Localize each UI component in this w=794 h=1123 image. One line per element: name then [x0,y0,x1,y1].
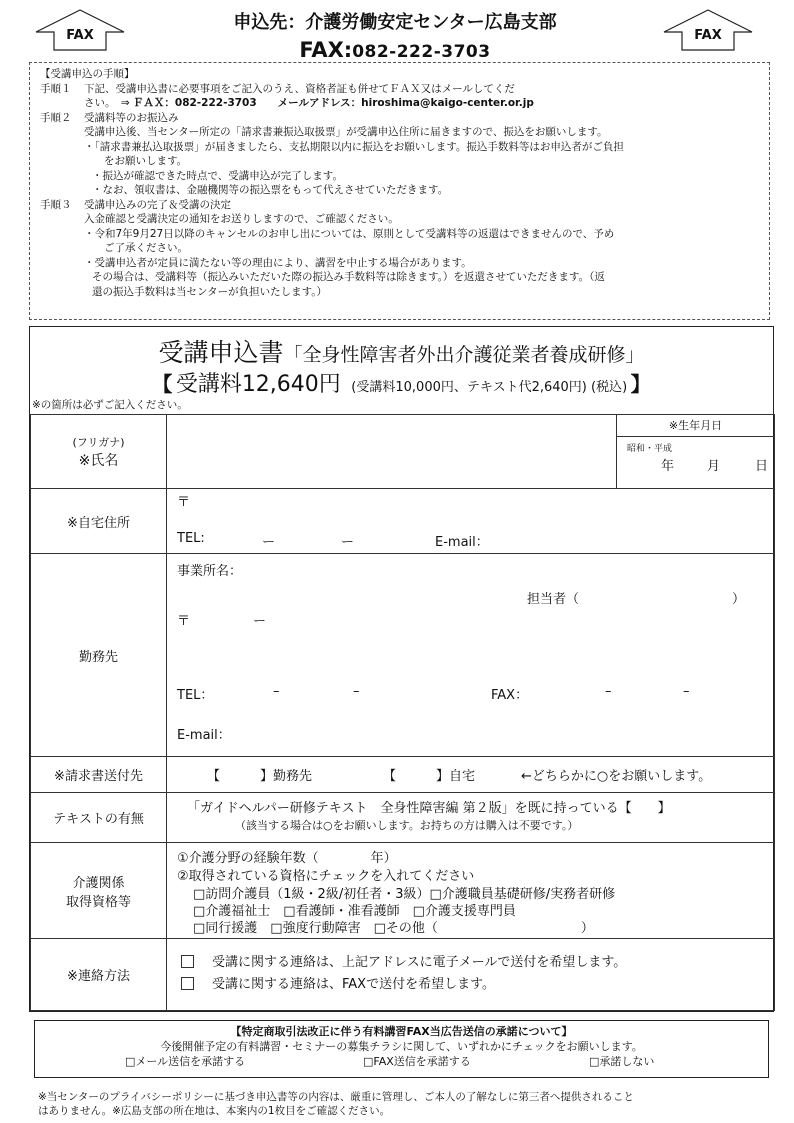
fax-label-left: FAX [66,28,94,43]
invoice-options-cell [167,757,775,793]
contact-person-close: ） [732,592,746,607]
contact-method-row [31,939,775,1011]
step2-line1: 受講申込後、当センター所定の「請求書兼振込取扱票」が受講申込住所に届きますので、振込をお願いします。 [84,126,608,138]
step2-line3: をお願いします。 [104,155,188,167]
qualification-row [31,843,775,939]
fax-arrow-left-icon [34,8,126,52]
consent-option-email[interactable]: □メール送信を承諾する [125,1055,246,1068]
step3-line3: ご了承ください。 [104,242,188,254]
step3-line2: ・令和7年9月27日以降のキャンセルのお申し出については、原則として受講料等の返還はできませんので、予め [84,227,615,240]
contact-option-email[interactable] [181,951,626,970]
step1-line1 [40,82,761,97]
consent-title: 【特定商取引法改正に伴う有料講習FAX当広告送信の承諾について】 [230,1025,573,1038]
fax-number: 082-222-3703 [352,42,491,62]
privacy-footer-line1: ※当センターのプライバシーポリシーに基づき申込書等の内容は、厳重に管理し、ご本人の了解なしに第三者へ提供されること [38,1091,634,1103]
name-label: ※氏名 [78,452,119,469]
privacy-footer-line2: はありません。※広島支部の所在地は、本案内の1枚目をご確認ください。 [38,1105,391,1117]
consent-option-decline[interactable]: □承諾しない [589,1055,655,1068]
invoice-option-home[interactable] [383,765,475,784]
price-main: 受講料12,640円 [175,372,341,397]
invoice-instruction: ←どちらかに○をお願いします。 [521,769,712,784]
invoice-work-bracket: 【 [207,769,221,784]
qualification-line5: □同行援護 □強度行動障害 □その他（ ） [193,921,594,936]
step1-line2 [40,96,761,111]
price-detail: (受講料10,000円、テキスト代2,640円) (税込) [351,380,628,395]
invoice-home-bracket: 【 [383,769,397,784]
invoice-work-label: 】勤務先 [260,769,313,784]
step2-line4: ・振込が確認できた時点で、受講申込が完了します。 [92,169,343,182]
qualification-line1: ①介護分野の経験年数（ 年） [177,851,397,866]
year-label: 年 [661,459,675,474]
address-tel-label: TEL: [177,531,205,546]
work-postal-dash: ー [253,614,267,629]
step3-line5: その場合は、受講料等（振込みいただいた際の振込み手数料等は除きます。）を返還させていただきます。（返 [92,271,605,283]
fax-ad-consent-box [34,1020,769,1078]
fax-arrow-right-icon [662,8,754,52]
invoice-home-label: 】自宅 [436,769,476,784]
step1-text: 下記、受講申込書に必要事項をご記入のうえ、資格者証も併せてＦＡＸ又はメールしてくだ [84,82,515,95]
workplace-label: 勤務先 [31,554,167,757]
work-fax-dash1: – [605,684,612,699]
invoice-label: ※請求書送付先 [31,757,167,793]
consent-option-fax[interactable]: □FAX送信を承諾する [363,1055,471,1068]
step3-label: 手順３ [40,198,72,211]
address-label: ※自宅住所 [31,489,167,554]
fax-label-right: FAX [694,28,722,43]
textbook-line1: 「ガイドヘルパー研修テキスト 全身性障害編 第２版」を既に持っている【 】 [187,801,671,816]
address-tel-dash1: ー [262,535,276,550]
procedure-box [29,62,770,320]
fax-checkbox[interactable] [181,977,194,990]
era-label: 昭和・平成 [627,444,673,454]
consent-body: 今後開催予定の有料講習・セミナーの募集チラシに関して、いずれかにチェックをお願いします。 [160,1040,643,1053]
address-input-cell[interactable] [167,489,775,554]
contact-option-email-label: 受講に関する連絡は、上記アドレスに電子メールで送付を希望します。 [212,955,627,970]
contact-method-label: ※連絡方法 [31,939,167,1011]
work-fax-dash2: – [683,684,690,699]
textbook-label: テキストの有無 [31,793,167,843]
step2-line5: ・なお、領収書は、金融機関等の振込票をもって代えさせていただきます。 [92,184,449,196]
contact-method-cell [167,939,775,1011]
work-tel-dash2: – [353,684,360,699]
step3-line1: 入金確認と受講決定の通知をお送りしますので、ご確認ください。 [84,213,399,225]
step2-label: 手順２ [40,111,72,124]
step1-contact: ＦＡＸ：082-222-3703 メールアドレス：hiroshima@kaigo-center.or.jp [132,97,534,109]
name-input-cell[interactable] [167,415,617,489]
step3-line6: 還の振込手数料は当センターが負担いたします。） [92,285,327,298]
step3-line4: ・受講申込者が定員に満たない等の理由により、講習を中止する場合があります。 [84,256,472,269]
furigana-label: (フリガナ) [72,435,125,449]
textbook-row [31,793,775,843]
workplace-row [31,554,775,757]
day-label: 日 [755,459,769,474]
work-tel-label: TEL： [177,688,214,703]
company-label: 事業所名： [177,564,243,579]
price-line [30,367,773,398]
work-fax-label: FAX： [491,688,529,703]
qualification-line2: ②取得されている資格にチェックを入れてください [177,869,475,884]
qualification-line4: □介護福祉士 □看護師・准看護師 □介護支援専門員 [193,904,516,919]
month-label: 月 [707,459,721,474]
textbook-line2: （該当する場合は○をお願いします。お持ちの方は購入は不要です。） [235,819,579,832]
workplace-input-cell[interactable] [167,554,775,757]
qualification-label-line1: 介護関係 [72,875,125,891]
contact-option-fax[interactable] [181,973,495,992]
step2-title: 受講料等のお振込み [84,111,179,124]
name-label-cell [31,415,167,489]
form-table [30,414,775,1011]
required-note: ※の箇所は必ずご記入ください。 [32,399,188,411]
form-title-sub: 「全身性障害者外出介護従業者養成研修」 [283,344,645,366]
work-postal: 〒 [177,614,191,629]
name-row [31,415,775,489]
address-row [31,489,775,554]
email-checkbox[interactable] [181,955,194,968]
page-title: 申込先：介護労働安定センター広島支部 [233,12,557,33]
step1-text-a: さい。 ⇒ [84,97,133,109]
price-bracket-open: 【 [152,372,173,396]
step1-label: 手順１ [40,82,72,95]
birth-cell [617,415,775,489]
qualification-label-line2: 取得資格等 [65,894,131,910]
address-postal: 〒 [177,495,191,510]
form-title-main: 受講申込書 [158,338,284,367]
invoice-option-work[interactable] [207,765,312,784]
consent-options [35,1054,768,1070]
textbook-cell[interactable] [167,793,775,843]
work-tel-dash1: – [273,684,280,699]
contact-option-fax-label: 受講に関する連絡は、FAXで送付を希望します。 [212,977,496,992]
step2-line2: ・「請求書兼払込取扱票」が届きましたら、支払期限以内に振込をお願いします。振込手数料等はお申込者がご負担 [84,140,624,153]
address-tel-dash2: ー [341,535,355,550]
address-email-label: E-mail： [435,535,489,550]
privacy-footer [38,1090,758,1118]
qualification-cell[interactable] [167,843,775,939]
work-email-label: E-mail： [177,728,231,743]
fax-prefix: FAX: [299,38,353,62]
step3-title-line [40,198,761,213]
step2-title-line [40,111,761,126]
price-bracket-close: 】 [630,372,651,396]
form-title [30,333,773,369]
qualification-line3: □訪問介護員（1級・2級/初任者・3級）□介護職員基礎研修/実務者研修 [193,887,616,902]
application-form [29,326,774,1012]
procedure-heading: 【受講申込の手順】 [40,68,135,80]
header-fax-number [140,38,650,62]
qualification-label-cell [31,843,167,939]
invoice-row [31,757,775,793]
contact-person-open: 担当者（ [527,592,580,607]
birth-label: ※生年月日 [617,415,774,437]
step3-title: 受講申込みの完了＆受講の決定 [84,198,231,211]
